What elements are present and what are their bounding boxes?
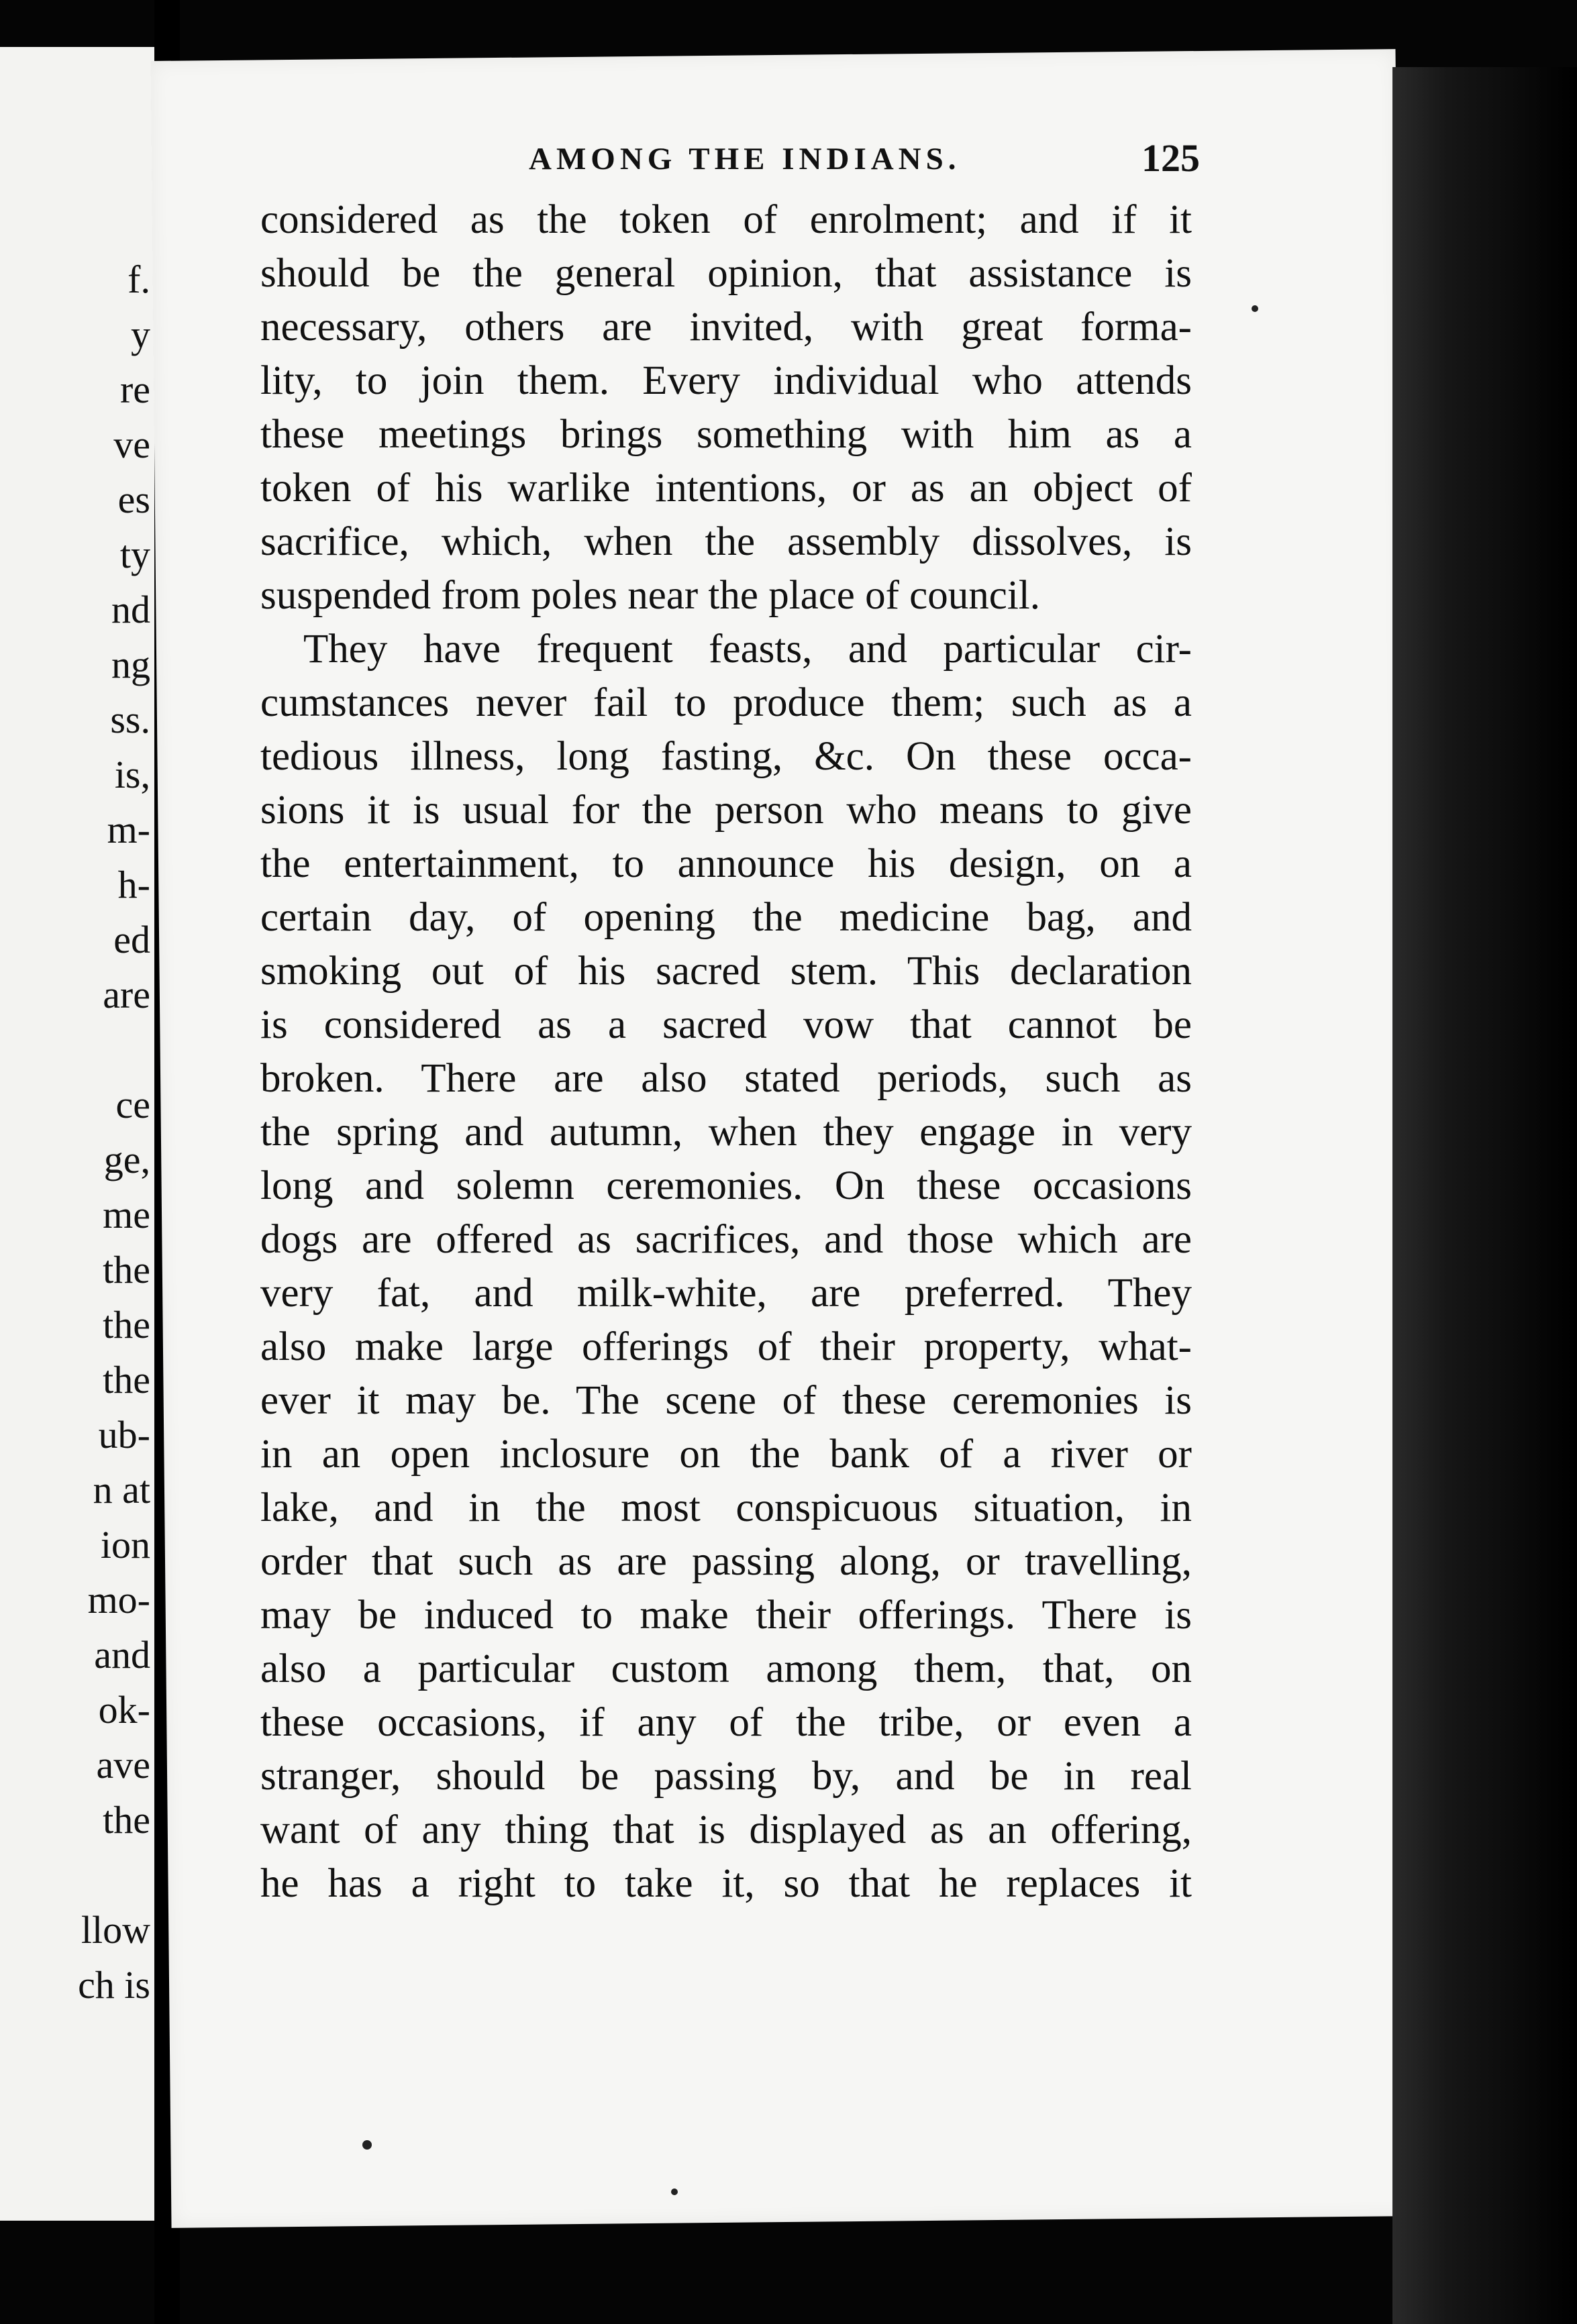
text-line: tedious illness, long fasting, &c. On these occa- [260,734,1192,779]
ink-speck [362,2140,372,2150]
text-line: stranger, should be passing by, and be in real [260,1754,1192,1799]
left-page-fragment: ge, [103,1138,150,1181]
left-page-fragment: me [103,1193,150,1236]
text-line: broken. There are also stated periods, such as [260,1056,1192,1101]
body-text [260,193,1192,1911]
ink-speck [1252,305,1258,312]
text-line: smoking out of his sacred stem. This declaration [260,949,1192,994]
left-facing-page [0,47,154,2221]
left-page-fragment: y [131,313,150,356]
left-page-fragment: f. [128,258,150,301]
left-page-fragment: the [103,1798,150,1842]
left-page-fragment: nd [111,588,150,631]
text-line: token of his warlike intentions, or as an object of [260,466,1192,511]
text-line: may be induced to make their offerings. There is [260,1593,1192,1638]
text-line: suspended from poles near the place of council. [260,573,1040,618]
text-line: necessary, others are invited, with great forma- [260,305,1192,350]
left-page-fragment: the [103,1248,150,1291]
left-page-fragment: ion [100,1523,150,1567]
text-line: lity, to join them. Every individual who attends [260,358,1192,403]
left-page-fragment: ave [96,1743,150,1787]
text-line: certain day, of opening the medicine bag, and [260,895,1192,940]
text-line: order that such as are passing along, or travelling, [260,1539,1192,1584]
text-line: sacrifice, which, when the assembly dissolves, is [260,519,1192,564]
left-page-fragment: ve [113,423,150,466]
ink-speck [671,2188,678,2195]
running-header [368,136,1200,195]
left-page-fragment: ty [119,533,150,576]
left-page-fragment: m- [107,808,150,851]
page-edge-shadow [1392,67,1577,2324]
left-page-fragment: es [117,478,150,521]
text-line: sions it is usual for the person who means to give [260,788,1192,833]
text-line: considered as the token of enrolment; and if it [260,197,1192,242]
left-page-fragment: ss. [110,698,150,741]
left-page-fragment: is, [114,753,150,796]
text-line: also make large offerings of their property, what- [260,1324,1192,1369]
left-page-fragment: ed [113,918,150,961]
left-page-fragment: ok- [98,1688,150,1732]
left-page-fragment: the [103,1358,150,1402]
left-page-fragment: ub- [98,1413,150,1457]
text-line: dogs are offered as sacrifices, and those which are [260,1217,1192,1262]
text-line: should be the general opinion, that assistance is [260,251,1192,296]
text-line: in an open inclosure on the bank of a river or [260,1432,1192,1477]
text-line: the spring and autumn, when they engage in very [260,1110,1192,1155]
text-line: lake, and in the most conspicuous situation, in [260,1485,1192,1530]
text-line: is considered as a sacred vow that cannot be [260,1002,1192,1047]
left-page-fragment: are [103,973,150,1016]
text-line: he has a right to take it, so that he replaces it [260,1861,1192,1906]
text-line: these meetings brings something with him as a [260,412,1192,457]
text-line: the entertainment, to announce his design, on a [260,841,1192,886]
left-page-fragment: mo- [87,1578,150,1622]
text-line: also a particular custom among them, that, on [260,1646,1192,1691]
text-line: ever it may be. The scene of these ceremonies is [260,1378,1192,1423]
left-page-fragment: h- [117,863,150,906]
text-line: They have frequent feasts, and particular cir- [303,627,1192,672]
text-line: these occasions, if any of the tribe, or even a [260,1700,1192,1745]
text-line: very fat, and milk-white, are preferred. They [260,1271,1192,1316]
left-page-fragment: ch is [78,1963,150,2007]
left-page-fragment: and [94,1633,150,1677]
running-title: AMONG THE INDIANS. [529,142,961,176]
left-page-fragment: ce [115,1083,150,1126]
text-line: long and solemn ceremonies. On these occasions [260,1163,1192,1208]
left-page-fragment: re [119,368,150,411]
left-page-fragment: the [103,1303,150,1346]
text-line: cumstances never fail to produce them; such as a [260,680,1192,725]
left-page-fragment: n at [93,1468,150,1512]
page-number: 125 [1141,136,1200,180]
left-page-fragment: ng [111,643,150,686]
left-page-fragment: llow [81,1908,150,1952]
text-line: want of any thing that is displayed as an offering, [260,1807,1192,1852]
